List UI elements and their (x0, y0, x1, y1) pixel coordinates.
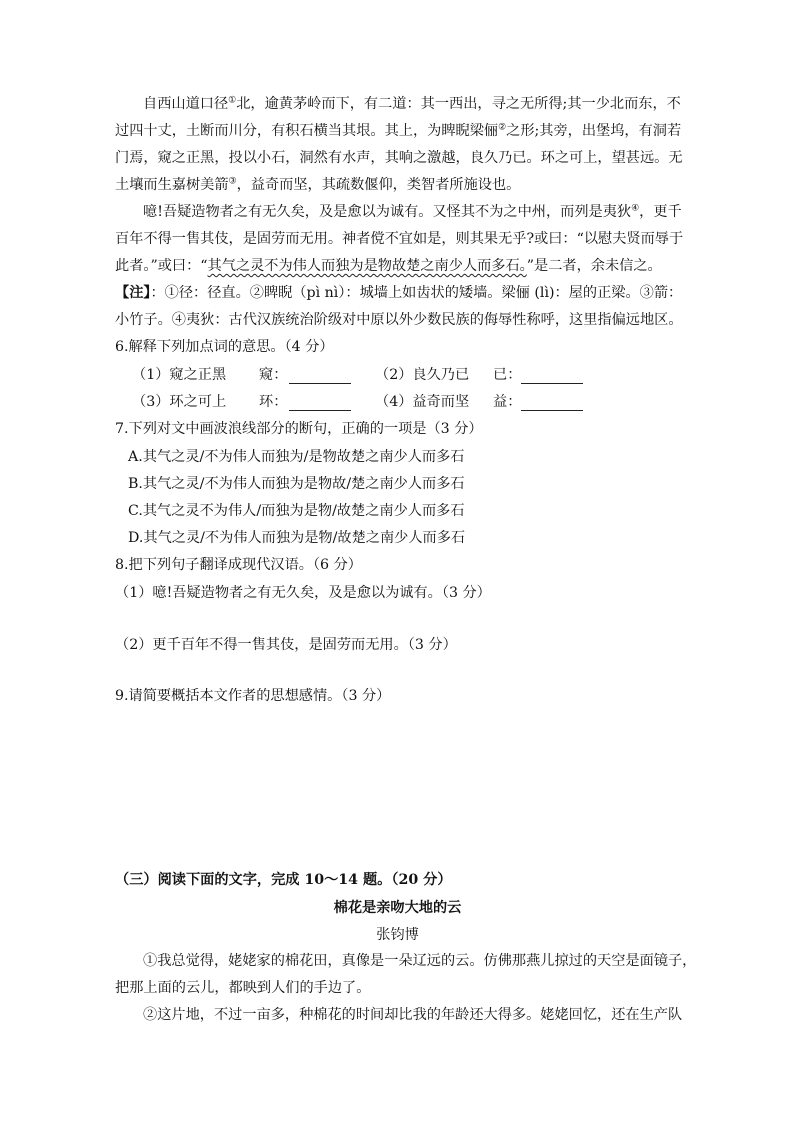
passage-line: 自西山道口径①北，逾黄茅岭而下，有二道：其一西出，寻之无所得;其一少北而东，不 (143, 95, 681, 112)
passage-line: 此者。”或曰：“其气之灵不为伟人而独为是物故楚之南少人而多石。”是二者，余未信之。 (115, 258, 662, 274)
notes-label: 【注】 (115, 285, 151, 301)
q6-item-3-phrase: （3）环之可上 (132, 394, 227, 410)
q6-item-2-word: 已： (493, 367, 522, 383)
passage-line: 噫!吾疑造物者之有无久矣，及是愈以为诚有。又怪其不为之中州，而列是夷狄④，更千 (143, 203, 682, 220)
question-9-title: 9.请简要概括本文作者的思想感情。（3 分） (115, 688, 391, 704)
q7-option-d[interactable]: D.其气之灵/不为伟人而独为是物/故楚之南少人而多石 (128, 530, 466, 546)
article-title: 棉花是亲吻大地的云 (333, 900, 462, 916)
q6-answer-blank-2[interactable] (521, 383, 583, 384)
passage-line: 土壤而生嘉树美箭③，益奇而坚，其疏数偃仰，类智者所施设也。 (115, 176, 521, 193)
notes-line: 小竹子。④夷狄：古代汉族统治阶级对中原以外少数民族的侮辱性称呼，这里指偏远地区。 (115, 312, 683, 328)
q6-answer-blank-1[interactable] (289, 383, 351, 384)
article-paragraph-line: ①我总觉得，姥姥家的棉花田，真像是一朵辽远的云。仿佛那燕儿掠过的天空是面镜子， (143, 953, 697, 969)
q6-item-3-word: 环： (259, 394, 288, 410)
question-8-title: 8.把下列句子翻译成现代汉语。（6 分） (115, 557, 362, 573)
question-7-title: 7.下列对文中画波浪线部分的断句，正确的一项是（3 分） (115, 421, 483, 437)
notes-line: 【注】：①径：径直。②睥睨（pì nì）：城墙上如齿状的矮墙。梁俪 (lì)：屋的正梁。③箭： (115, 285, 683, 301)
question-6-title: 6.解释下列加点词的意思。（4 分） (115, 339, 334, 355)
q6-answer-blank-4[interactable] (521, 410, 583, 411)
q6-item-1-phrase: （1）窥之正黑 (132, 367, 227, 383)
q6-item-2-phrase: （2）良久乃已 (375, 367, 470, 383)
q8-sentence-1: （1）噫!吾疑造物者之有无久矣，及是愈以为诚有。（3 分） (115, 585, 491, 601)
q6-answer-blank-3[interactable] (289, 410, 351, 411)
q6-item-1-word: 窥： (259, 367, 288, 383)
passage-line: 门焉，窥之正黑，投以小石，洞然有水声，其响之激越，良久乃已。环之可上，望甚远。无 (115, 150, 683, 166)
q7-option-a[interactable]: A.其气之灵/不为伟人而独为/是物故楚之南少人而多石 (128, 449, 465, 465)
q7-option-b[interactable]: B.其气之灵/不为伟人而独为是物故/楚之南少人而多石 (128, 476, 465, 492)
q7-option-c[interactable]: C.其气之灵不为伟人/而独为是物/故楚之南少人而多石 (128, 503, 465, 519)
article-paragraph-line: 把那上面的云儿，都映到人们的手边了。 (115, 980, 371, 996)
q6-item-4-word: 益： (493, 394, 522, 410)
q8-sentence-2: （2）更千百年不得一售其伎，是固劳而无用。（3 分） (115, 637, 457, 653)
q6-item-4-phrase: （4）益奇而坚 (375, 394, 470, 410)
section-3-heading: （三）阅读下面的文字，完成 10～14 题。（20 分） (115, 872, 452, 888)
article-paragraph-line: ②这片地，不过一亩多，种棉花的时间却比我的年龄还大得多。姥姥回忆，还在生产队 (143, 1007, 683, 1023)
passage-line: 百年不得一售其伎，是固劳而无用。神者傥不宜如是，则其果无乎?或曰：“以慰夫贤而辱于 (115, 231, 684, 247)
wavy-underlined-sentence: 其气之灵不为伟人而独为是物故楚之南少人而多石。 (207, 258, 527, 274)
passage-line: 过四十丈，土断而川分，有积石横当其垠。其上，为睥睨梁俪②之形;其旁，出堡坞，有洞若 (115, 122, 682, 139)
article-author: 张钧博 (376, 927, 419, 943)
